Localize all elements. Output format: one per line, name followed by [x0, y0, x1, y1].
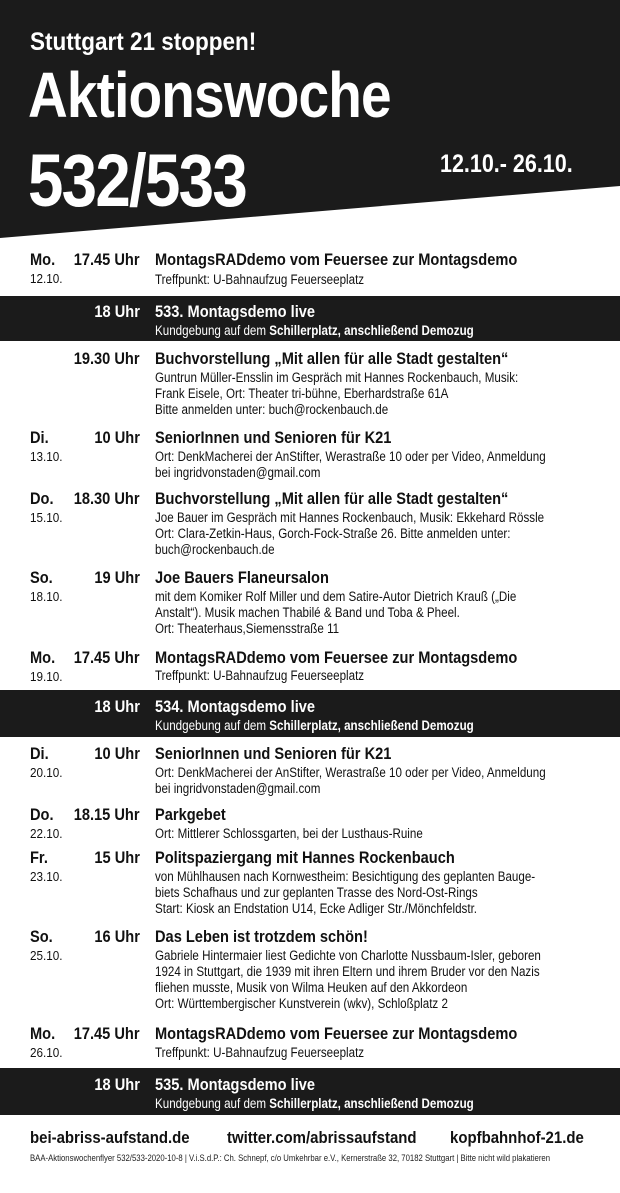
event-time: 10 Uhr — [94, 744, 140, 763]
header-banner — [0, 0, 620, 240]
event-date: 25.10. — [30, 948, 63, 963]
event-line: buch@rockenbauch.de — [155, 542, 275, 557]
event-day: Do. — [30, 489, 54, 508]
event-time: 17.45 Uhr — [74, 1024, 140, 1043]
event-time: 19 Uhr — [94, 568, 140, 587]
header-dates: 12.10.- 26.10. — [440, 150, 573, 178]
event-line: biets Schafhaus und zur geplanten Trasse des Nord-Ost-Rings — [155, 885, 478, 900]
event-time: 17.45 Uhr — [74, 250, 140, 269]
event-line: 1924 in Stuttgart, die 1939 mit ihren Eltern und ihrem Bruder vor den Nazis — [155, 964, 540, 979]
event-0 — [0, 250, 620, 292]
event-body — [155, 323, 559, 339]
event-time: 18.15 Uhr — [74, 805, 140, 824]
event-body — [155, 869, 559, 917]
event-title: Politspaziergang mit Hannes Rockenbauch — [155, 848, 455, 867]
event-line: Anstalt“). Musik machen Thabilé & Band und Toba & Pheel. — [155, 605, 460, 620]
event-body — [155, 765, 559, 797]
event-body — [155, 826, 559, 842]
event-line: von Mühlhausen nach Kornwestheim: Besichtigung des geplanten Bauge- — [155, 869, 536, 884]
event-title: SeniorInnen und Senioren für K21 — [155, 428, 392, 447]
event-date: 12.10. — [30, 271, 63, 286]
event-1-highlight — [0, 296, 620, 341]
event-8 — [0, 744, 620, 802]
event-body — [155, 272, 559, 288]
event-date: 15.10. — [30, 510, 63, 525]
event-line: Start: Kiosk an Endstation U14, Ecke Adliger Str./Mönchfeldstr. — [155, 901, 478, 916]
event-10 — [0, 848, 620, 922]
header-subtitle: Stuttgart 21 stoppen! — [30, 28, 257, 56]
event-line: bei ingridvonstaden@gmail.com — [155, 781, 321, 796]
event-time: 10 Uhr — [94, 428, 140, 447]
event-body — [155, 370, 559, 418]
event-line: Ort: DenkMacherei der AnStifter, Werastraße 10 oder per Video, Anmeldung — [155, 449, 546, 464]
event-day: Mo. — [30, 1024, 56, 1043]
event-date: 18.10. — [30, 589, 63, 604]
event-line: Bitte anmelden unter: buch@rockenbauch.de — [155, 402, 389, 417]
event-title: MontagsRADdemo vom Feuersee zur Montagsdemo — [155, 648, 518, 667]
event-body — [155, 589, 559, 637]
event-line: fliehen musste, Musik von Wilma Heuken auf den Akkordeon — [155, 980, 468, 995]
event-date: 19.10. — [30, 669, 63, 684]
event-time: 19.30 Uhr — [74, 349, 140, 368]
event-line: Gabriele Hintermaier liest Gedichte von Charlotte Nussbaum-Isler, geboren — [155, 948, 541, 963]
event-body — [155, 948, 559, 1012]
event-time: 16 Uhr — [94, 927, 140, 946]
event-bold-text: Schillerplatz, anschließend Demozug — [269, 1096, 474, 1111]
event-line: Treffpunkt: U-Bahnaufzug Feuerseeplatz — [155, 272, 365, 287]
event-line: Ort: Mittlerer Schlossgarten, bei der Lusthaus-Ruine — [155, 826, 423, 841]
event-time: 17.45 Uhr — [74, 648, 140, 667]
event-title: SeniorInnen und Senioren für K21 — [155, 744, 392, 763]
event-line: Ort: Theaterhaus,Siemensstraße 11 — [155, 621, 340, 636]
footer-link-bei-abriss-aufstand[interactable]: bei-abriss-aufstand.de — [30, 1128, 190, 1147]
event-day: Fr. — [30, 848, 48, 867]
event-3 — [0, 428, 620, 486]
event-text: Kundgebung auf dem — [155, 718, 270, 733]
event-date: 26.10. — [30, 1045, 63, 1060]
event-bold-text: Schillerplatz, anschließend Demozug — [269, 323, 474, 338]
event-line: mit dem Komiker Rolf Miller und dem Satire-Autor Dietrich Krauß („Die — [155, 589, 517, 604]
event-text: Kundgebung auf dem — [155, 1096, 270, 1111]
event-title: Buchvorstellung „Mit allen für alle Stadt gestalten“ — [155, 349, 509, 368]
event-day: Do. — [30, 805, 54, 824]
event-7-highlight — [0, 690, 620, 737]
event-body — [155, 510, 559, 558]
event-date: 20.10. — [30, 765, 63, 780]
event-2 — [0, 349, 620, 425]
event-text: Kundgebung auf dem — [155, 323, 270, 338]
event-11 — [0, 927, 620, 1019]
event-title: Parkgebet — [155, 805, 226, 824]
event-date: 22.10. — [30, 826, 63, 841]
event-day: Di. — [30, 744, 49, 763]
event-title: Das Leben ist trotzdem schön! — [155, 927, 368, 946]
footer-link-kopfbahnhof[interactable]: kopfbahnhof-21.de — [450, 1128, 584, 1147]
footer-links — [30, 1128, 590, 1150]
event-body — [155, 449, 559, 481]
event-day: So. — [30, 568, 53, 587]
event-title: 533. Montagsdemo live — [155, 302, 316, 321]
event-title: MontagsRADdemo vom Feuersee zur Montagsdemo — [155, 250, 518, 269]
event-title: Buchvorstellung „Mit allen für alle Stadt gestalten“ — [155, 489, 509, 508]
imprint-text: BAA-Aktionswochenflyer 532/533-2020-10-8 | V.i.S.d.P.: Ch. Schnepf, c/o Umkehrbar e.V., Kernerstraße 32, 70182 Stuttgart | Bitte nicht wild plakatieren — [30, 1153, 551, 1163]
header-number: 532/533 — [28, 139, 247, 222]
event-4 — [0, 489, 620, 563]
event-body — [155, 1045, 559, 1061]
event-line: Ort: Württembergischer Kunstverein (wkv), Schloßplatz 2 — [155, 996, 448, 1011]
event-day: Mo. — [30, 250, 56, 269]
event-body — [155, 718, 559, 734]
event-9 — [0, 805, 620, 845]
event-title: MontagsRADdemo vom Feuersee zur Montagsdemo — [155, 1024, 518, 1043]
event-5 — [0, 568, 620, 644]
event-line: Ort: DenkMacherei der AnStifter, Werastraße 10 oder per Video, Anmeldung — [155, 765, 546, 780]
event-body — [155, 1096, 559, 1112]
event-time: 18 Uhr — [94, 697, 140, 716]
event-line: bei ingridvonstaden@gmail.com — [155, 465, 321, 480]
event-line: Joe Bauer im Gespräch mit Hannes Rockenbauch, Musik: Ekkehard Rössle — [155, 510, 545, 525]
event-line: Treffpunkt: U-Bahnaufzug Feuerseeplatz — [155, 1045, 365, 1060]
event-time: 18 Uhr — [94, 302, 140, 321]
event-time: 15 Uhr — [94, 848, 140, 867]
event-body — [155, 668, 559, 684]
event-date: 13.10. — [30, 449, 63, 464]
header-title: Aktionswoche — [28, 59, 391, 131]
event-line: Frank Eisele, Ort: Theater tri-bühne, Eberhardstraße 61A — [155, 386, 449, 401]
event-time: 18 Uhr — [94, 1075, 140, 1094]
event-time: 18.30 Uhr — [74, 489, 140, 508]
event-title: 535. Montagsdemo live — [155, 1075, 316, 1094]
event-line: Ort: Clara-Zetkin-Haus, Gorch-Fock-Straße 26. Bitte anmelden unter: — [155, 526, 511, 541]
event-13-highlight — [0, 1068, 620, 1115]
event-day: So. — [30, 927, 53, 946]
event-title: Joe Bauers Flaneursalon — [155, 568, 329, 587]
event-line: Guntrun Müller-Ensslin im Gespräch mit Hannes Rockenbauch, Musik: — [155, 370, 519, 385]
event-bold-text: Schillerplatz, anschließend Demozug — [269, 718, 474, 733]
event-title: 534. Montagsdemo live — [155, 697, 316, 716]
event-12 — [0, 1024, 620, 1064]
event-date: 23.10. — [30, 869, 63, 884]
event-day: Mo. — [30, 648, 56, 667]
event-day: Di. — [30, 428, 49, 447]
event-line: Treffpunkt: U-Bahnaufzug Feuerseeplatz — [155, 668, 365, 683]
footer-link-twitter[interactable]: twitter.com/abrissaufstand — [227, 1128, 417, 1147]
event-6 — [0, 648, 620, 688]
